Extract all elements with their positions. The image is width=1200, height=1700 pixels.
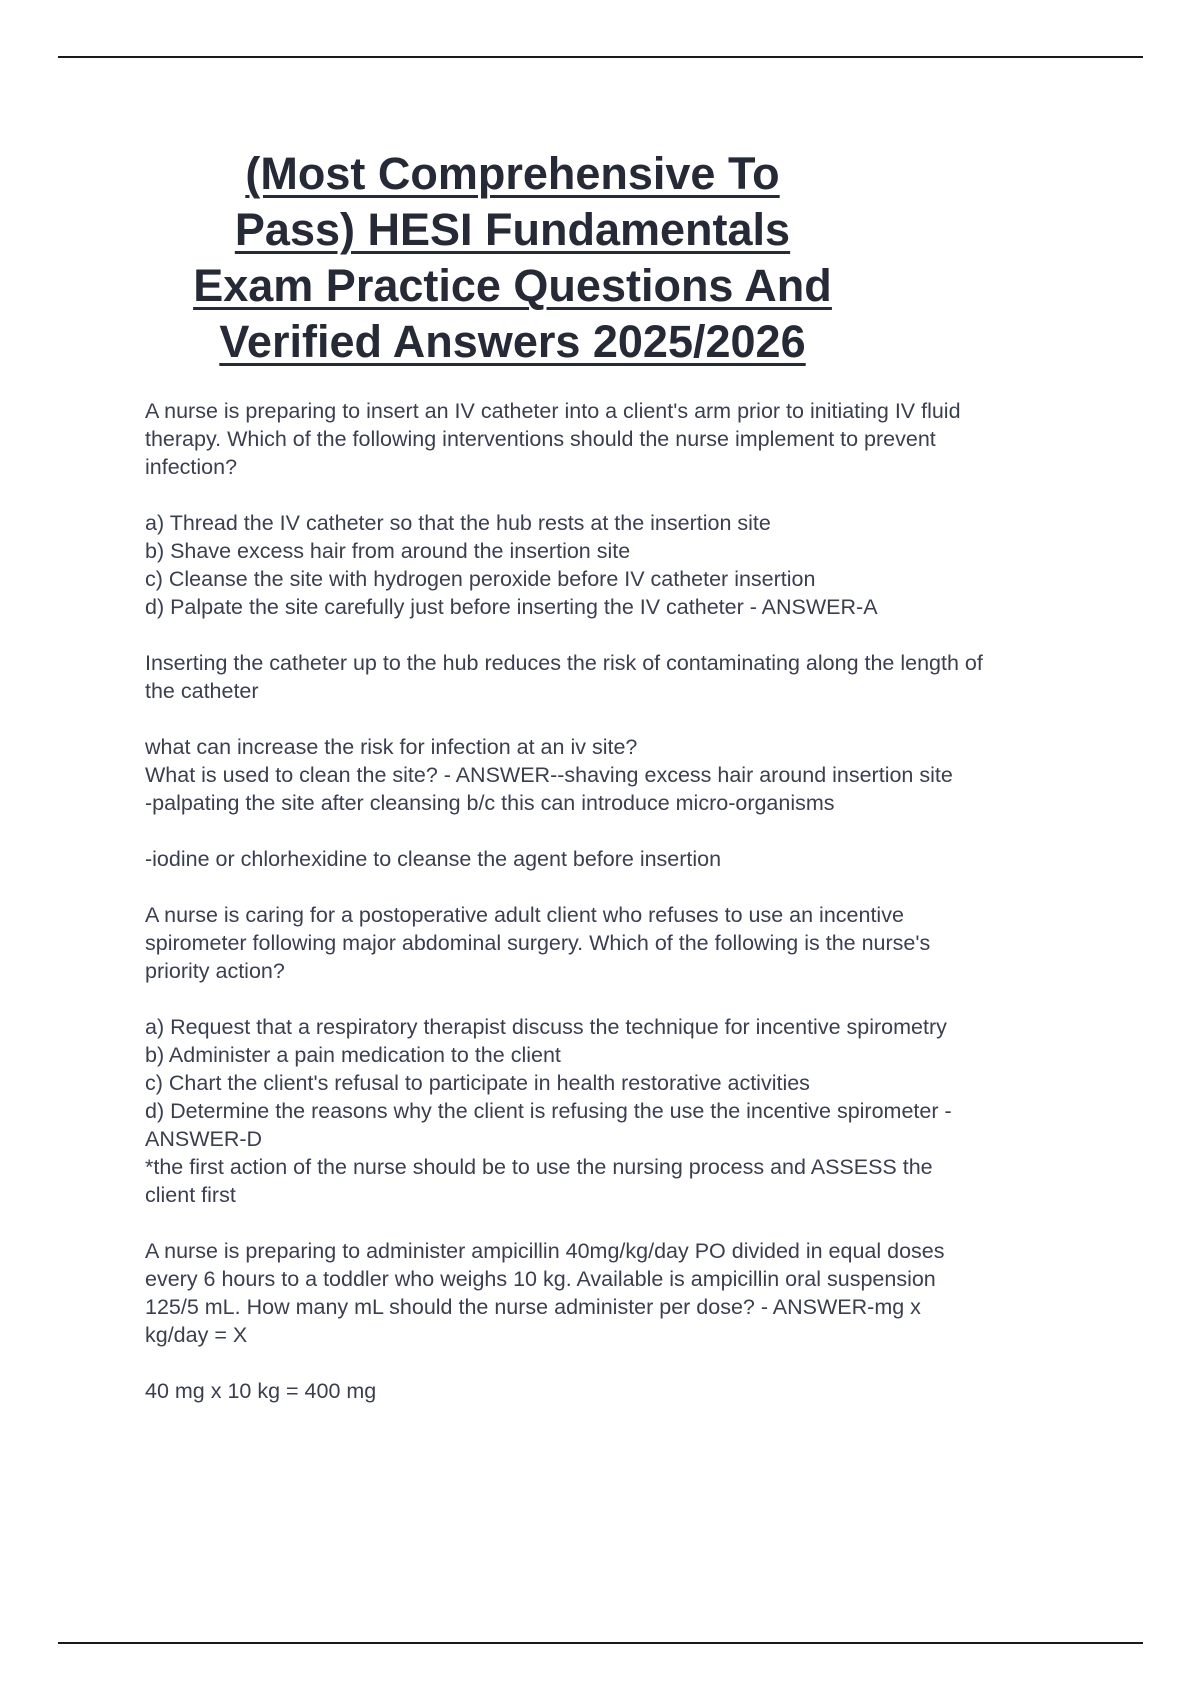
question-2 <box>145 733 1095 817</box>
text-line: A nurse is preparing to insert an IV catheter into a client's arm prior to initiating IV fluid <box>145 399 961 423</box>
option-line: c) Cleanse the site with hydrogen peroxide before IV catheter insertion <box>145 567 816 591</box>
text-line: What is used to clean the site? - ANSWER--shaving excess hair around insertion site <box>145 763 953 787</box>
text-line: client first <box>145 1183 236 1207</box>
text-line: -iodine or chlorhexidine to cleanse the agent before insertion <box>145 847 722 871</box>
text-line: -palpating the site after cleansing b/c this can introduce micro-organisms <box>145 791 835 815</box>
text-line: kg/day = X <box>145 1323 248 1347</box>
document-body <box>145 397 1095 1405</box>
question-2-note <box>145 845 1095 873</box>
text-line: priority action? <box>145 959 285 983</box>
question-4-calculation <box>145 1377 1095 1405</box>
text-line: Inserting the catheter up to the hub reduces the risk of contaminating along the length of <box>145 651 983 675</box>
top-rule <box>58 56 1143 58</box>
question-1-options <box>145 509 1095 621</box>
option-line: a) Request that a respiratory therapist discuss the technique for incentive spirometry <box>145 1015 947 1039</box>
option-line: d) Palpate the site carefully just before inserting the IV catheter - ANSWER-A <box>145 595 878 619</box>
text-line: infection? <box>145 455 238 479</box>
title-line: (Most Comprehensive To <box>245 148 780 199</box>
option-line: b) Administer a pain medication to the client <box>145 1043 561 1067</box>
question-3-options <box>145 1013 1095 1209</box>
question-3-stem <box>145 901 1095 985</box>
text-line: therapy. Which of the following interventions should the nurse implement to prevent <box>145 427 936 451</box>
text-line: the catheter <box>145 679 259 703</box>
option-line: c) Chart the client's refusal to participate in health restorative activities <box>145 1071 810 1095</box>
title-line: Exam Practice Questions And <box>193 260 832 311</box>
question-1-stem <box>145 397 1095 481</box>
document-title <box>130 146 895 370</box>
text-line: 125/5 mL. How many mL should the nurse administer per dose? - ANSWER-mg x <box>145 1295 921 1319</box>
option-line: d) Determine the reasons why the client is refusing the use the incentive spirometer - <box>145 1099 952 1123</box>
text-line: 40 mg x 10 kg = 400 mg <box>145 1379 377 1403</box>
text-line: spirometer following major abdominal surgery. Which of the following is the nurse's <box>145 931 931 955</box>
question-1-rationale <box>145 649 1095 705</box>
title-line: Verified Answers 2025/2026 <box>219 316 806 367</box>
question-4-stem <box>145 1237 1095 1349</box>
title-line: Pass) HESI Fundamentals <box>234 204 791 255</box>
option-line: b) Shave excess hair from around the insertion site <box>145 539 631 563</box>
text-line: what can increase the risk for infection at an iv site? <box>145 735 638 759</box>
text-line: A nurse is caring for a postoperative adult client who refuses to use an incentive <box>145 903 904 927</box>
text-line: every 6 hours to a toddler who weighs 10 kg. Available is ampicillin oral suspension <box>145 1267 936 1291</box>
answer-line: ANSWER-D <box>145 1127 263 1151</box>
option-line: a) Thread the IV catheter so that the hub rests at the insertion site <box>145 511 771 535</box>
text-line: A nurse is preparing to administer ampicillin 40mg/kg/day PO divided in equal doses <box>145 1239 945 1263</box>
bottom-rule <box>58 1642 1143 1644</box>
text-line: *the first action of the nurse should be to use the nursing process and ASSESS the <box>145 1155 933 1179</box>
